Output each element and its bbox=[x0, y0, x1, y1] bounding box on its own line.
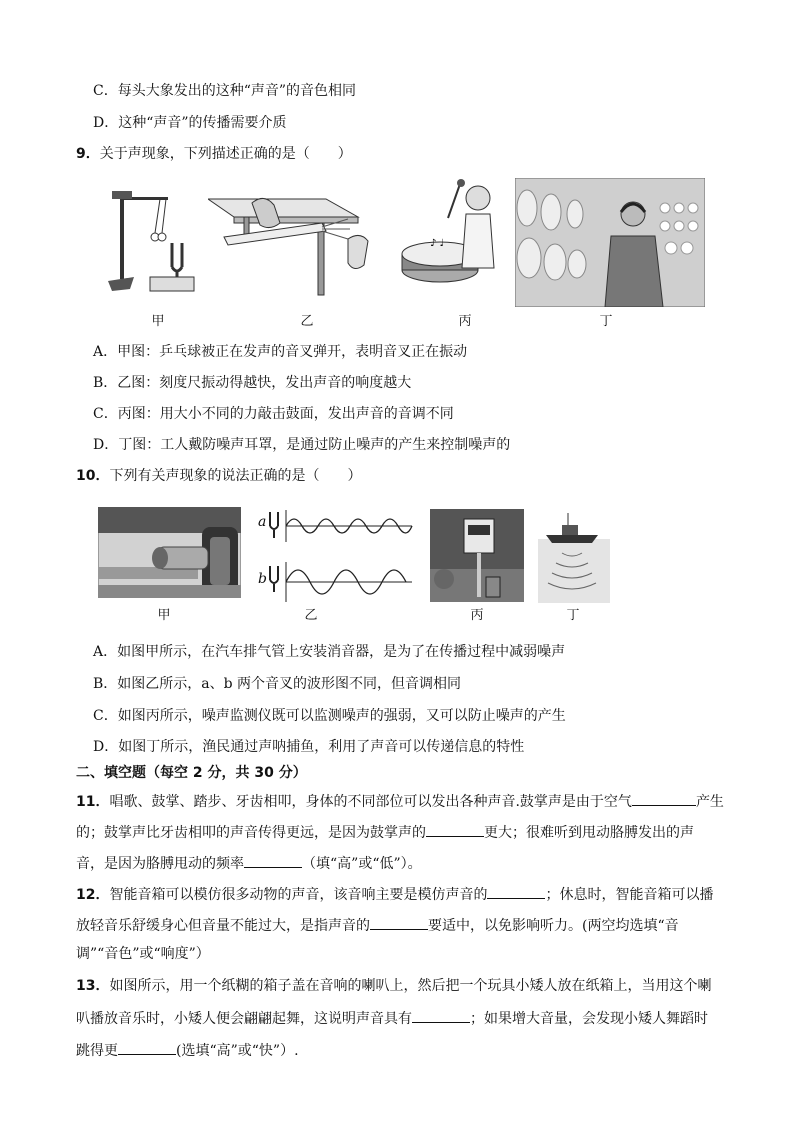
q12-text-1a: 智能音箱可以模仿很多动物的声音，该音响主要是模仿声音的 bbox=[109, 887, 488, 903]
q10-number: 10． bbox=[76, 468, 110, 484]
q10-option-c: C．如图丙所示，噪声监测仪既可以监测噪声的强弱，又可以防止噪声的产生 bbox=[93, 708, 566, 724]
q12-line-3: 调”“音色”或“响度”） bbox=[76, 946, 210, 962]
q11-text-1b: 产生 bbox=[695, 794, 724, 810]
q10-figure-bing bbox=[430, 509, 524, 602]
q11-text-3a: 音，是因为胳膊甩动的频率 bbox=[76, 856, 244, 872]
q10-figure-yi bbox=[268, 506, 416, 604]
q10-stem-text: 下列有关声现象的说法正确的是（ ） bbox=[109, 468, 362, 484]
q11-text-3b: （填“高”或“低”）。 bbox=[302, 856, 422, 872]
q9-stem bbox=[76, 145, 352, 163]
q13-text-3a: 跳得更 bbox=[76, 1043, 118, 1059]
q10-figure-ding bbox=[538, 509, 610, 603]
q13-text-2b: ；如果增大音量，会发现小矮人舞蹈时 bbox=[470, 1011, 708, 1027]
q11-line-1 bbox=[76, 791, 724, 811]
q13-line-2 bbox=[76, 1008, 708, 1028]
q9-figure-jia bbox=[100, 185, 200, 297]
q9-option-c: C．丙图：用大小不同的力敲击鼓面，发出声音的音调不同 bbox=[93, 406, 454, 422]
q9-figure-yi bbox=[208, 187, 370, 299]
q12-text-2b: 要适中，以免影响听力。(两空均选填“音 bbox=[428, 918, 679, 934]
q9-caption-bing: 丙 bbox=[458, 314, 472, 329]
q10-caption-bing: 丙 bbox=[470, 608, 484, 623]
q11-text-2a: 的；鼓掌声比牙齿相叩的声音传得更远，是因为鼓掌声的 bbox=[76, 825, 426, 841]
q13-blank-1[interactable] bbox=[412, 1008, 470, 1023]
q11-blank-2[interactable] bbox=[426, 822, 484, 837]
q13-text-3b: (选填“高”或“快”）. bbox=[176, 1043, 299, 1059]
q10-wave-label-a: a bbox=[258, 514, 267, 530]
q11-text-1a: 唱歌、鼓掌、踏步、牙齿相叩，身体的不同部位可以发出各种声音.鼓掌声是由于空气 bbox=[109, 794, 632, 810]
q8-option-d: D．这种“声音”的传播需要介质 bbox=[93, 115, 287, 131]
q11-text-2b: 更大；很难听到甩动胳膊发出的声 bbox=[484, 825, 694, 841]
q9-option-b: B．乙图：刻度尺振动得越快，发出声音的响度越大 bbox=[93, 375, 412, 391]
q13-text-2a: 叭播放音乐时，小矮人便会翩翩起舞，这说明声音具有 bbox=[76, 1011, 412, 1027]
q10-caption-yi: 乙 bbox=[304, 608, 318, 623]
q11-line-3 bbox=[76, 853, 422, 873]
q10-caption-jia: 甲 bbox=[157, 608, 171, 623]
q9-caption-yi: 乙 bbox=[300, 314, 314, 329]
q13-line-1 bbox=[76, 977, 711, 995]
q9-option-d: D．丁图：工人戴防噪声耳罩，是通过防止噪声的产生来控制噪声的 bbox=[93, 437, 511, 453]
q9-figure-bing bbox=[400, 178, 508, 298]
q10-option-d: D．如图丁所示，渔民通过声呐捕鱼，利用了声音可以传递信息的特性 bbox=[93, 739, 525, 755]
q10-figure-jia bbox=[98, 507, 241, 598]
q12-line-2 bbox=[76, 915, 679, 935]
q12-text-1b: ；休息时，智能音箱可以播 bbox=[545, 887, 714, 903]
section-heading: 二、填空题（每空 2 分，共 30 分） bbox=[76, 765, 307, 781]
q13-text-1: 如图所示，用一个纸糊的箱子盖在音响的喇叭上，然后把一个玩具小矮人放在纸箱上，当用这个喇 bbox=[109, 978, 712, 994]
q13-number: 13． bbox=[76, 978, 110, 994]
q10-wave-label-b: b bbox=[258, 571, 267, 587]
q10-option-b: B．如图乙所示，a、b 两个音叉的波形图不同，但音调相同 bbox=[93, 676, 462, 692]
q10-caption-ding: 丁 bbox=[566, 608, 580, 623]
svg-text:♪ ♩: ♪ ♩ bbox=[430, 238, 445, 249]
q12-blank-1[interactable] bbox=[487, 884, 545, 899]
q12-number: 12． bbox=[76, 887, 110, 903]
q11-number: 11． bbox=[76, 794, 110, 810]
q9-caption-jia: 甲 bbox=[151, 314, 165, 329]
q12-blank-2[interactable] bbox=[370, 915, 428, 930]
q9-caption-ding: 丁 bbox=[599, 314, 613, 329]
q9-figure-ding bbox=[515, 178, 705, 307]
q8-option-c: C．每头大象发出的这种“声音”的音色相同 bbox=[93, 83, 357, 99]
q11-line-2 bbox=[76, 822, 694, 842]
q11-blank-3[interactable] bbox=[244, 853, 302, 868]
q9-number: 9． bbox=[76, 146, 100, 162]
q13-blank-2[interactable] bbox=[118, 1040, 176, 1055]
q12-line-1 bbox=[76, 884, 713, 904]
q13-line-3 bbox=[76, 1040, 299, 1060]
q9-option-a: A．甲图：乒乓球被正在发声的音叉弹开，表明音叉正在振动 bbox=[93, 344, 468, 360]
q9-stem-text: 关于声现象，下列描述正确的是（ ） bbox=[99, 146, 352, 162]
q11-blank-1[interactable] bbox=[632, 791, 696, 806]
q10-option-a: A．如图甲所示，在汽车排气管上安装消音器，是为了在传播过程中减弱噪声 bbox=[93, 644, 566, 660]
q10-stem bbox=[76, 467, 361, 485]
q12-text-2a: 放轻音乐舒缓身心但音量不能过大，是指声音的 bbox=[76, 918, 370, 934]
